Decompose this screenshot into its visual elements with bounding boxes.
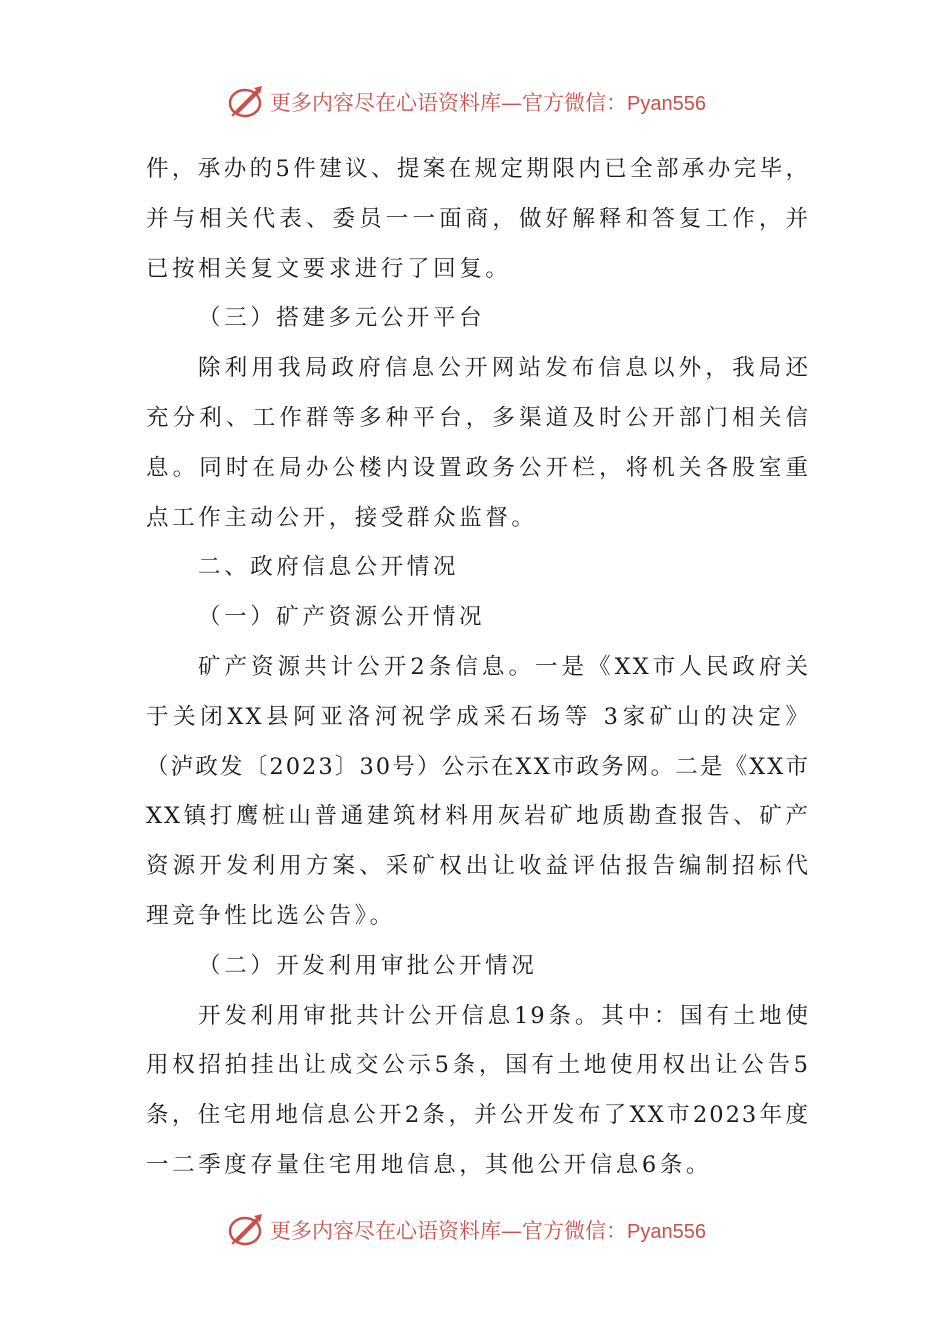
section-heading: （三）搭建多元公开平台 [198,305,486,332]
text-line: 条，住宅用地信息公开2条，并公开发布了XX市2023年度 [146,1102,810,1129]
text-line: （泸政发〔2023〕30号）公示在XX市政务网。二是《XX市 [146,753,810,780]
text-line: 充分利、工作群等多种平台，多渠道及时公开部门相关信 [146,404,810,431]
banner-text [270,87,706,117]
quill-logo-icon [226,82,266,122]
text-line: 点工作主动公开，接受群众监督。 [146,504,538,531]
banner-text [270,1215,706,1245]
banner-wechat-id: Pyan556 [627,93,706,115]
quill-logo-icon [226,1210,266,1250]
watermark-banner-top [226,82,746,122]
text-line: 开发利用审批共计公开信息19条。其中：国有土地使 [198,1002,810,1029]
text-line: 矿产资源共计公开2条信息。一是《XX市人民政府关 [198,653,810,680]
banner-slogan: 更多内容尽在心语资料库—官方微信： [270,1219,627,1243]
banner-wechat-id: Pyan556 [627,1221,706,1243]
text-line: 一二季度存量住宅用地信息，其他公开信息6条。 [146,1151,713,1178]
section-heading: （一）矿产资源公开情况 [198,604,486,631]
section-heading: （二）开发利用审批公开情况 [198,952,538,979]
text-line: 资源开发利用方案、采矿权出让收益评估报告编制招标代 [146,853,810,880]
text-line: 件，承办的5件建议、提案在规定期限内已全部承办完毕， [146,156,810,182]
text-line: 已按相关复文要求进行了回复。 [146,255,512,282]
text-line: 息。同时在局办公楼内设置政务公开栏，将机关各股室重 [146,454,810,481]
document-body [146,145,810,1191]
text-line: 并与相关代表、委员一一面商，做好解释和答复工作，并 [146,205,810,232]
banner-slogan: 更多内容尽在心语资料库—官方微信： [270,91,627,115]
watermark-banner-bottom [226,1210,746,1250]
section-heading: 二、政府信息公开情况 [198,554,460,581]
text-line: 用权招拍挂出让成交公示5条，国有土地使用权出让公告5 [146,1052,810,1079]
text-line: 除利用我局政府信息公开网站发布信息以外，我局还 [198,355,810,382]
text-line: XX镇打鹰桩山普通建筑材料用灰岩矿地质勘查报告、矿产 [146,803,810,830]
text-line: 于关闭XX县阿亚洛河祝学成采石场等 3家矿山的决定》 [146,703,810,730]
text-line: 理竞争性比选公告》。 [146,902,396,929]
